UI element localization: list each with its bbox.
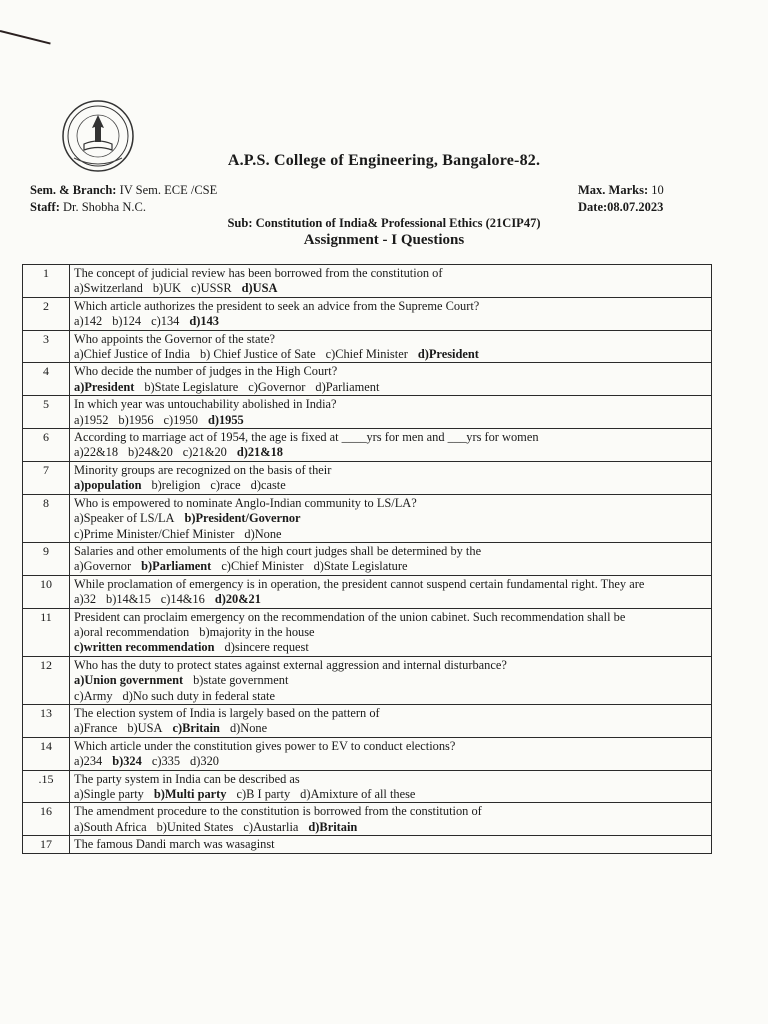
- question-text: Salaries and other emoluments of the high court judges shall be determined by the: [74, 543, 482, 558]
- question-text: Who decide the number of judges in the High Court?: [74, 364, 338, 379]
- option: b)124: [112, 314, 142, 329]
- options-row: [74, 754, 707, 769]
- option: a)Governor: [74, 559, 132, 574]
- questions-table-body: [23, 265, 712, 854]
- options-row: [74, 413, 707, 428]
- question-text: Who appoints the Governor of the state?: [74, 331, 275, 346]
- options-row: [74, 673, 707, 688]
- question-row: [23, 542, 712, 575]
- question-number: 5: [23, 396, 70, 429]
- question-text: Minority groups are recognized on the basis of their: [74, 462, 332, 477]
- question-number: 3: [23, 330, 70, 363]
- option: c)race: [210, 478, 241, 493]
- question-number: 2: [23, 297, 70, 330]
- option: a)22&18: [74, 445, 119, 460]
- options-row: [74, 314, 707, 329]
- question-number: 14: [23, 737, 70, 770]
- staff-label: Staff:: [30, 200, 60, 214]
- question-text: President can proclaim emergency on the recommendation of the union cabinet. Such recommendation shall be: [74, 609, 626, 624]
- question-cell: [70, 770, 712, 803]
- answer-option: c)written recommendation: [74, 640, 215, 655]
- option: d)Amixture of all these: [300, 787, 416, 801]
- option: c)Austarlia: [243, 819, 299, 834]
- answer-option: b)324: [112, 754, 142, 769]
- option: b)majority in the house: [199, 624, 315, 639]
- max-marks-value: 10: [651, 183, 664, 197]
- question-row: [23, 265, 712, 298]
- question-text: The party system in India can be described as: [74, 771, 300, 786]
- question-number: 4: [23, 363, 70, 396]
- option: d)320: [190, 754, 219, 769]
- question-text: The concept of judicial review has been borrowed from the constitution of: [74, 266, 443, 280]
- option: c)1950: [163, 412, 198, 427]
- option: b)1956: [118, 412, 154, 427]
- option: b)USA: [127, 721, 163, 736]
- question-text: According to marriage act of 1954, the age is fixed at ____yrs for men and ___yrs for women: [74, 430, 539, 445]
- option: d)No such duty in federal state: [122, 688, 275, 703]
- option: b)religion: [151, 478, 201, 493]
- question-cell: [70, 396, 712, 429]
- question-row: [23, 737, 712, 770]
- answer-option: d)21&18: [236, 445, 283, 460]
- option: d)Parliament: [315, 379, 380, 394]
- options-row: [74, 511, 707, 526]
- question-number: 11: [23, 608, 70, 656]
- question-text: Which article authorizes the president to seek an advice from the Supreme Court?: [74, 298, 480, 313]
- question-cell: [70, 461, 712, 494]
- meta-left: [30, 182, 217, 216]
- sem-branch-label: Sem. & Branch:: [30, 183, 117, 197]
- answer-option: a)President: [74, 379, 135, 394]
- question-text: The election system of India is largely based on the pattern of: [74, 705, 380, 720]
- option: c)21&20: [182, 445, 227, 460]
- question-number: 16: [23, 803, 70, 836]
- option: a)Chief Justice of India: [74, 347, 190, 362]
- question-number: 7: [23, 461, 70, 494]
- answer-option: b)Multi party: [153, 787, 227, 801]
- option: c)B I party: [236, 787, 291, 801]
- options-row: [74, 820, 707, 835]
- option: b)United States: [156, 819, 234, 834]
- question-cell: [70, 836, 712, 853]
- options-row: [74, 527, 707, 542]
- options-row: [74, 640, 707, 655]
- answer-option: b)Parliament: [141, 559, 212, 574]
- option: d)caste: [250, 478, 286, 493]
- question-text: The amendment procedure to the constitution is borrowed from the constitution of: [74, 804, 482, 819]
- option: c)14&16: [160, 592, 205, 607]
- question-number: 17: [23, 836, 70, 853]
- answer-option: d)President: [417, 347, 479, 362]
- question-row: [23, 608, 712, 656]
- question-cell: [70, 575, 712, 608]
- answer-option: a)population: [74, 478, 142, 493]
- staff-value: Dr. Shobha N.C.: [62, 200, 146, 214]
- question-cell: [70, 494, 712, 542]
- options-row: [74, 478, 707, 493]
- option: a)Switzerland: [74, 281, 143, 296]
- options-row: [74, 559, 707, 574]
- option: c)134: [151, 314, 180, 329]
- option: a)Speaker of LS/LA: [74, 511, 175, 526]
- options-row: [74, 592, 707, 607]
- question-row: [23, 396, 712, 429]
- question-row: [23, 770, 712, 803]
- answer-option: b)President/Governor: [184, 511, 301, 526]
- answer-option: d)USA: [241, 281, 278, 296]
- option: d)None: [229, 721, 268, 736]
- question-cell: [70, 656, 712, 704]
- option: a)142: [74, 314, 103, 329]
- answer-option: d)143: [189, 314, 219, 329]
- answer-option: c)Britain: [172, 721, 220, 736]
- question-cell: [70, 330, 712, 363]
- question-row: [23, 363, 712, 396]
- max-marks-line: [578, 182, 664, 199]
- question-row: [23, 575, 712, 608]
- question-cell: [70, 265, 712, 298]
- option: d)None: [244, 526, 282, 541]
- date-label: Date:: [578, 200, 608, 214]
- option: c)Chief Minister: [325, 347, 408, 362]
- option: c)335: [151, 754, 181, 769]
- option: a)Single party: [74, 787, 144, 801]
- assignment-title: Assignment - I Questions: [303, 232, 465, 248]
- question-number: 10: [23, 575, 70, 608]
- options-row: [74, 625, 707, 640]
- question-row: [23, 704, 712, 737]
- question-cell: [70, 608, 712, 656]
- question-row: [23, 494, 712, 542]
- question-row: [23, 656, 712, 704]
- question-cell: [70, 297, 712, 330]
- option: c)USSR: [191, 281, 232, 296]
- option: b)State Legislature: [144, 379, 239, 394]
- question-text: Which article under the constitution gives power to EV to conduct elections?: [74, 738, 456, 753]
- questions-table: [22, 264, 712, 854]
- answer-option: d)1955: [207, 412, 244, 427]
- question-number: 12: [23, 656, 70, 704]
- scan-pen-mark: [0, 30, 51, 45]
- options-row: [74, 445, 707, 460]
- options-row: [74, 281, 707, 296]
- question-cell: [70, 542, 712, 575]
- options-row: [74, 347, 707, 362]
- options-row: [74, 787, 707, 802]
- question-cell: [70, 363, 712, 396]
- question-number: .15: [23, 770, 70, 803]
- question-text: Who has the duty to protect states against external aggression and internal disturbance?: [74, 657, 507, 672]
- option: a)France: [74, 721, 118, 736]
- question-text: The famous Dandi march was wasaginst: [74, 837, 275, 852]
- option: c)Prime Minister/Chief Minister: [74, 526, 235, 541]
- question-cell: [70, 429, 712, 462]
- options-row: [74, 721, 707, 736]
- question-text: In which year was untouchability abolished in India?: [74, 397, 337, 412]
- question-text: Who is empowered to nominate Anglo-Indian community to LS/LA?: [74, 495, 417, 510]
- answer-option: d)Britain: [308, 819, 358, 834]
- question-row: [23, 803, 712, 836]
- option: a)1952: [74, 412, 109, 427]
- max-marks-label: Max. Marks:: [578, 183, 649, 197]
- answer-option: a)Union government: [74, 673, 184, 688]
- question-number: 8: [23, 494, 70, 542]
- sem-branch-value: IV Sem. ECE /CSE: [119, 183, 218, 197]
- option: a)234: [74, 754, 103, 769]
- meta-right: [578, 182, 664, 216]
- option: b) Chief Justice of Sate: [199, 347, 316, 362]
- question-cell: [70, 737, 712, 770]
- option: a)South Africa: [74, 819, 147, 834]
- option: a)32: [74, 592, 97, 607]
- option: c)Governor: [248, 379, 306, 394]
- question-row: [23, 330, 712, 363]
- question-row: [23, 429, 712, 462]
- staff-line: [30, 199, 217, 216]
- option: d)sincere request: [224, 640, 309, 655]
- question-number: 13: [23, 704, 70, 737]
- sem-branch-line: [30, 182, 217, 199]
- college-name: A.P.S. College of Engineering, Bangalore-82.: [227, 152, 541, 169]
- option: c)Army: [74, 688, 113, 703]
- options-row: [74, 689, 707, 704]
- question-cell: [70, 803, 712, 836]
- answer-option: d)20&21: [214, 592, 261, 607]
- option: b)state government: [193, 673, 289, 688]
- option: a)oral recommendation: [74, 624, 190, 639]
- date-line: [578, 199, 664, 216]
- question-row: [23, 836, 712, 853]
- option: c)Chief Minister: [221, 559, 304, 574]
- question-cell: [70, 704, 712, 737]
- subject-line: Sub: Constitution of India& Professional Ethics (21CIP47): [227, 216, 541, 230]
- option: b)14&15: [106, 592, 151, 607]
- question-row: [23, 297, 712, 330]
- date-value: 08.07.2023: [607, 200, 664, 214]
- question-row: [23, 461, 712, 494]
- option: b)24&20: [128, 445, 173, 460]
- question-number: 9: [23, 542, 70, 575]
- question-text: While proclamation of emergency is in operation, the president cannot suspend certain fundamental right. They are: [74, 576, 645, 591]
- question-number: 6: [23, 429, 70, 462]
- options-row: [74, 380, 707, 395]
- question-number: 1: [23, 265, 70, 298]
- option: b)UK: [152, 281, 182, 296]
- option: d)State Legislature: [313, 559, 408, 574]
